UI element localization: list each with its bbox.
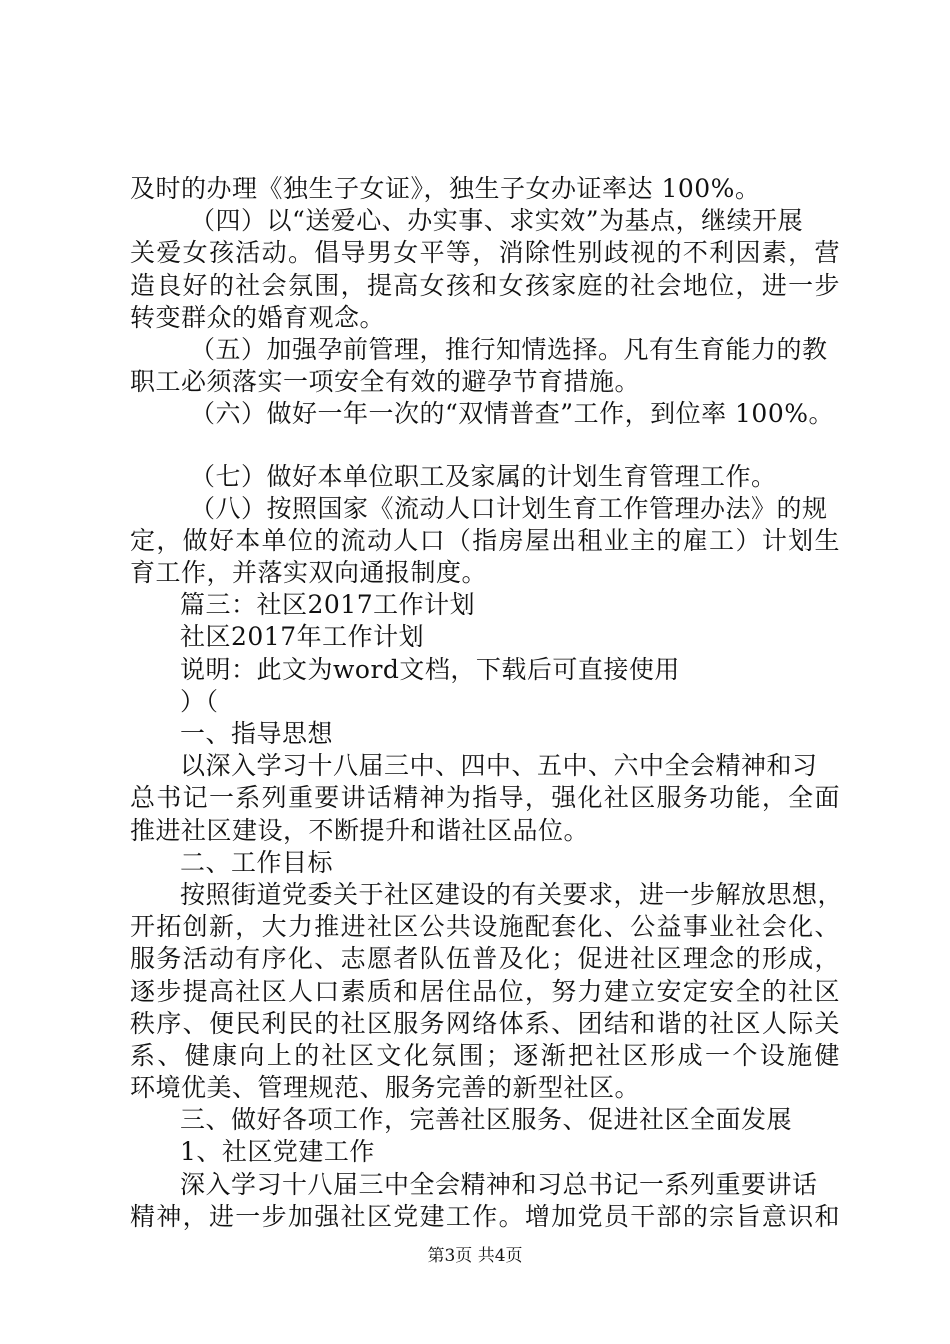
text-line: 及时的办理《独生子女证》，独生子女办证率达 100%。 [130,174,761,203]
text-line: 职工必须落实一项安全有效的避孕节育措施。 [130,367,641,397]
text-line: 定，做好本单位的流动人口（指房屋出租业主的雇工）计划生 [130,525,840,555]
text-line: （五）加强孕前管理，推行知情选择。凡有生育能力的教 [190,334,828,364]
text-line: 造良好的社会氛围，提高女孩和女孩家庭的社会地位，进一步 [130,270,840,300]
text-line: 育工作，并落实双向通报制度。 [130,558,488,588]
text-line: （八）按照国家《流动人口计划生育工作管理办法》的规 [190,493,828,523]
text-line: 以深入学习十八届三中、四中、五中、六中全会精神和习 [180,751,818,781]
section-heading: 三、做好各项工作，完善社区服务、促进社区全面发展 [180,1105,793,1135]
section-heading: 一、指导思想 [180,719,334,748]
text-line: 关爱女孩活动。倡导男女平等，消除性别歧视的不利因素，营 [130,238,840,268]
text-line: ）（ [180,686,219,716]
text-line: 说明：此文为word文档，下载后可直接使用 [180,654,680,684]
subsection-heading: 1、社区党建工作 [180,1137,375,1167]
text-line: 社区2017年工作计划 [180,622,425,652]
text-line: 按照街道党委关于社区建设的有关要求，进一步解放思想， [180,879,844,909]
text-line: 深入学习十八届三中全会精神和习总书记一系列重要讲话 [180,1169,818,1199]
text-line: 开拓创新，大力推进社区公共设施配套化、公益事业社会化、 [130,912,840,942]
text-line: 逐步提高社区人口素质和居住品位，努力建立安定安全的社区 [130,976,840,1006]
text-line: 推进社区建设，不断提升和谐社区品位。 [130,815,590,845]
section-heading: 二、工作目标 [180,847,334,877]
paragraph-gap [130,431,840,461]
text-line: （四）以“送爱心、办实事、求实效”为基点，继续开展 [190,206,804,236]
text-line: 转变群众的婚育观念。 [130,302,386,332]
text-line: 精神，进一步加强社区党建工作。增加党员干部的宗旨意识和 [130,1201,840,1231]
text-line: 系、健康向上的社区文化氛围；逐渐把社区形成一个设施健 [130,1040,840,1070]
text-line: 总书记一系列重要讲话精神为指导，强化社区服务功能，全面 [130,783,840,813]
text-line: 服务活动有序化、志愿者队伍普及化；促进社区理念的形成， [130,944,840,974]
text-line: 环境优美、管理规范、服务完善的新型社区。 [130,1073,641,1103]
text-line: （六）做好一年一次的“双情普查”工作，到位率 100%。 [190,399,834,429]
text-line: 秩序、便民利民的社区服务网络体系、团结和谐的社区人际关 [130,1008,840,1038]
page-number-footer: 第3页 共4页 [427,1246,523,1266]
text-line: 篇三：社区2017工作计划 [180,590,476,620]
text-line: （七）做好本单位职工及家属的计划生育管理工作。 [190,461,777,491]
document-body [130,173,844,1233]
